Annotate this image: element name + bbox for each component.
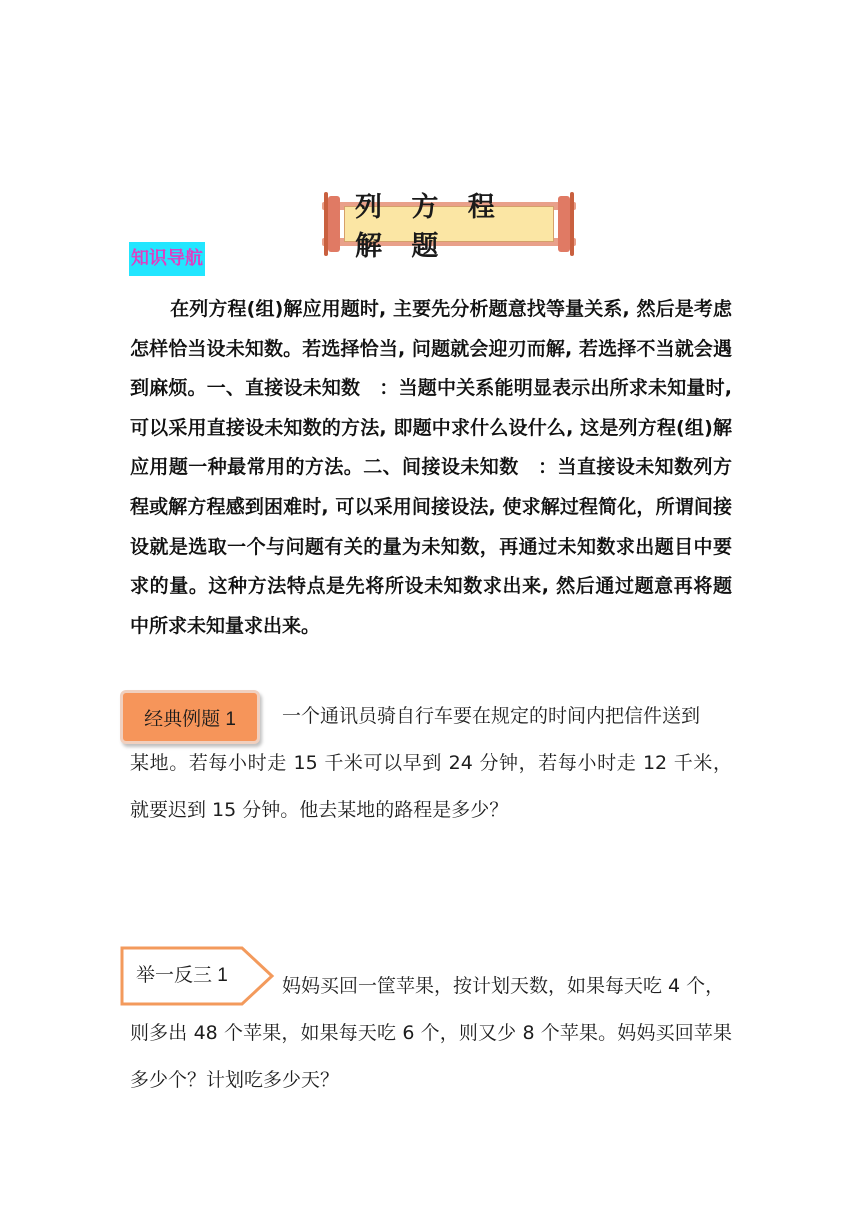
example-badge-label: 经典例题 1 (144, 708, 236, 730)
example-text-rest: 某地。若每小时走 15 千米可以早到 24 分钟，若每小时走 12 千米，就要迟到 15 分钟。他去某地的路程是多少？ (130, 752, 732, 821)
banner-right-rod (570, 192, 574, 256)
example-badge (120, 690, 260, 744)
page-title: 列 方 程 解 题 (355, 192, 505, 262)
banner-paper (344, 192, 554, 262)
banner-left-roll (328, 196, 340, 252)
title-banner (322, 192, 576, 262)
section-heading-knowledge: 知识导航 (129, 242, 205, 276)
banner-left-rod (324, 192, 328, 256)
practice-text-rest: 则多出 48 个苹果，如果每天吃 6 个，则又少 8 个苹果。妈妈买回苹果多少个？计划吃多少天？ (130, 1022, 732, 1091)
practice-text-line1: 妈妈买回一筐苹果，按计划天数，如果每天吃 4 个， (282, 975, 725, 997)
intro-text: 在列方程(组)解应用题时, 主要先分析题意找等量关系, 然后是考虑怎样恰当设未知数。若选择恰当, 问题就会迎刃而解, 若选择不当就会遇到麻烦。一、直接设未知数 ：当题中关系能明显表示出所求未知量时, 可以采用直接设未知数的方法, 即题中求什么设什么, 这是列方程(组)解应用题一种最常用的方法。二、间接设未知数 ：当直接设未知数列方程或解方程感到困难时, 可以采用间接设法, 使求解过程简化，所谓间接设就是选取一个与问题有关的量为未知数，再通过未知数求出题目中要求的量。这种方法特点是先将所设未知数求出来, 然后通过题意再将题中所求未知量求出来。 (130, 298, 732, 637)
practice-badge (120, 946, 276, 1006)
banner-right-roll (558, 196, 570, 252)
example-text-line1: 一个通讯员骑自行车要在规定的时间内把信件送到 (282, 705, 701, 727)
practice-badge-label: 举一反三 1 (136, 965, 228, 986)
intro-paragraph (130, 290, 732, 646)
